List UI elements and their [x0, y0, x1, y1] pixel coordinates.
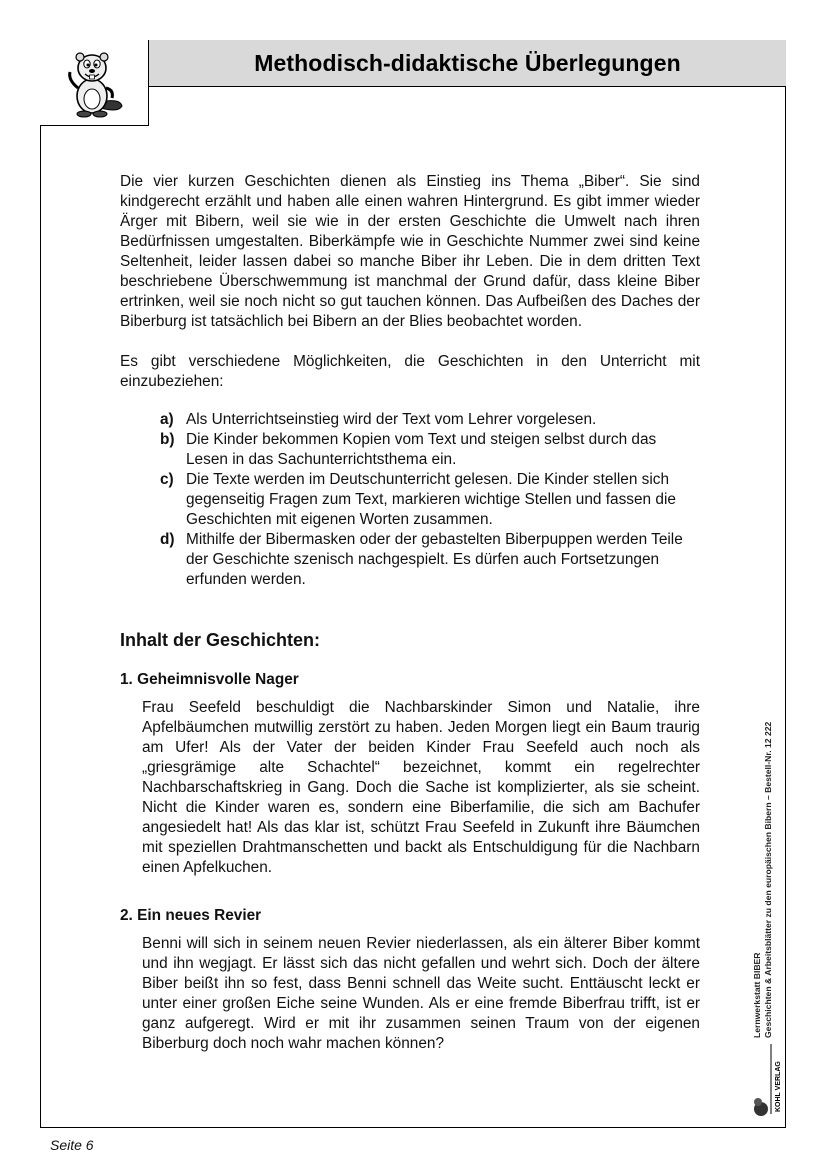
- section-heading: Inhalt der Geschichten:: [120, 630, 321, 650]
- story-title-2: 2. Ein neues Revier: [120, 907, 262, 924]
- title-bar: [148, 40, 786, 87]
- option-letter: a): [160, 411, 174, 428]
- list-item: [160, 530, 700, 590]
- publisher-logo-icon: [752, 1038, 784, 1118]
- list-item: [160, 470, 700, 530]
- option-letter: b): [160, 431, 175, 448]
- story-title-1: 1. Geheimnisvolle Nager: [120, 671, 299, 688]
- option-letter: c): [160, 471, 174, 488]
- story-text-1: Frau Seefeld beschuldigt die Nachbarskinder Simon und Natalie, ihre Apfelbäumchen mutwillig zerstört zu haben. Jeden Morgen liegt ein Baum traurig am Ufer! Als der Vater der beiden Kinder Frau Seefeld auch noch als „griesgrämige alte Schachtel“ bezeichnet, kommt ein regelrechter Nachbarschaftskrieg in Gang. Doch die Sache ist komplizierter, als sie scheint. Nicht die Kinder waren es, sondern eine Biberfamilie, die sich am Bachufer angesiedelt hat! Als das klar ist, schützt Frau Seefeld in Zukunft ihre Bäumchen mit speziellen Drahtmanschetten und backt als Entschuldigung für die Nachbarn einen Apfelkuchen.: [142, 699, 700, 876]
- publisher-label: KOHL VERLAG: [775, 1061, 782, 1112]
- beaver-mascot-icon: [60, 44, 128, 122]
- sidebar-imprint: [752, 660, 784, 1120]
- story-text-2: Benni will sich in seinem neuen Revier niederlassen, als ein älterer Biber kommt und ihn wegjagt. Er lässt sich das nicht gefallen und wehrt sich. Doch der ältere Biber beißt ihn so fest, dass Benni schnell das Weite sucht. Enttäuscht leckt er unter einer großen Eiche seine Wunden. Als er eine fremde Biberfrau trifft, ist er ganz aufgeregt. Wird er mit ihr zusammen seinen Traum von der eigenen Biberburg doch noch wahr machen können?: [142, 935, 700, 1052]
- options-list: [160, 410, 700, 590]
- option-text: Die Kinder bekommen Kopien vom Text und steigen selbst durch das Lesen in das Sachunterrichtsthema ein.: [186, 431, 657, 468]
- option-text: Mithilfe der Bibermasken oder der gebastelten Biberpuppen werden Teile der Geschichte szenisch nachgespielt. Es dürfen auch Fortsetzungen erfunden werden.: [186, 531, 683, 588]
- list-item: [160, 430, 700, 470]
- option-text: Die Texte werden im Deutschunterricht gelesen. Die Kinder stellen sich gegenseitig Fragen zum Text, markieren wichtige Stellen und fassen die Geschichten mit eigenen Worten zusammen.: [186, 471, 676, 528]
- imprint-line-1: Lernwerkstatt BIBER: [752, 952, 762, 1038]
- option-text: Als Unterrichtseinstieg wird der Text vom Lehrer vorgelesen.: [186, 411, 597, 428]
- main-content: [120, 172, 700, 1054]
- page-title: Methodisch-didaktische Überlegungen: [254, 49, 681, 76]
- page-number: Seite 6: [50, 1137, 94, 1153]
- intro-paragraph-2: Es gibt verschiedene Möglichkeiten, die Geschichten in den Unterricht mit einzubeziehen:: [120, 353, 700, 390]
- intro-paragraph-1: Die vier kurzen Geschichten dienen als Einstieg ins Thema „Biber“. Sie sind kindgerecht erzählt und haben alle einen wahren Hintergrund. Es gibt immer wieder Ärger mit Bibern, weil sie wie in der ersten Geschichte die Umwelt nach ihren Bedürfnissen umgestalten. Biberkämpfe wie in Geschichte Nummer zwei sind keine Seltenheit, leider lassen dabei so manche Biber ihr Leben. Die in dem dritten Text beschriebene Überschwemmung ist manchmal der Grund dafür, dass kleine Biber ertrinken, weil sie noch nicht so gut tauchen können. Das Aufbeißen des Daches der Biberburg ist tatsächlich bei Bibern an der Blies beobachtet worden.: [120, 173, 700, 330]
- imprint-line-2: Geschichten & Arbeitsblätter zu den europäischen Bibern – Bestell-Nr. 12 222: [763, 721, 773, 1038]
- list-item: [160, 410, 700, 430]
- logo-box: [40, 40, 149, 126]
- option-letter: d): [160, 531, 175, 548]
